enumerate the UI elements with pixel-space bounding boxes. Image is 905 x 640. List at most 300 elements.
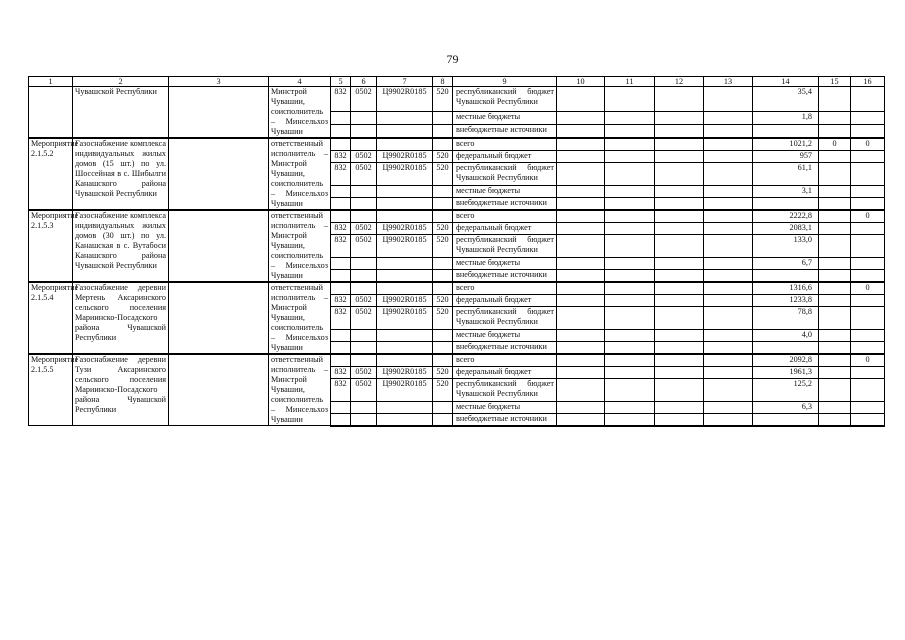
amount-col14	[753, 413, 819, 425]
year-cell	[655, 185, 704, 197]
expense-type-code	[433, 210, 453, 223]
amount-col15	[819, 366, 851, 378]
amount-col16	[851, 269, 885, 282]
target-article-code: Ц9902R0185	[377, 235, 433, 258]
year-cell	[655, 197, 704, 210]
grbs-code: 832	[331, 235, 351, 258]
year-cell	[605, 366, 655, 378]
section-code	[351, 257, 377, 269]
amount-col14: 957	[753, 151, 819, 163]
section-code	[351, 197, 377, 210]
section-code	[351, 282, 377, 295]
expense-type-code	[433, 401, 453, 413]
funding-source: федеральный бюджет	[453, 366, 557, 378]
column-header-14: 14	[753, 77, 819, 87]
amount-col16: 0	[851, 282, 885, 295]
year-cell	[605, 307, 655, 330]
amount-col16: 0	[851, 138, 885, 151]
target-article-code: Ц9902R0185	[377, 378, 433, 401]
year-cell	[605, 124, 655, 138]
executor: Минстрой Чувашии, соисполнитель – Минсельхоз Чувашии	[269, 87, 331, 139]
section-code	[351, 329, 377, 341]
column-header-5: 5	[331, 77, 351, 87]
expense-type-code: 520	[433, 163, 453, 186]
amount-col15	[819, 151, 851, 163]
expense-type-code	[433, 269, 453, 282]
year-cell	[655, 401, 704, 413]
table-row	[29, 87, 885, 112]
funding-source: местные бюджеты	[453, 401, 557, 413]
amount-col16	[851, 413, 885, 425]
target-article-code: Ц9902R0185	[377, 295, 433, 307]
amount-col15	[819, 413, 851, 425]
amount-col15	[819, 87, 851, 112]
activity-status: Мероприятие 2.1.5.4	[29, 282, 73, 354]
target-article-code: Ц9902R0185	[377, 163, 433, 186]
year-cell	[655, 151, 704, 163]
activity-name: Газоснабжение комплекса индивидуальных жилых домов (30 шт.) по ул. Канашская в с. Вутабоси Канашского района Чувашской Республики	[73, 210, 169, 282]
section-code	[351, 354, 377, 366]
target-indicator	[169, 354, 269, 426]
year-cell	[704, 329, 753, 341]
target-article-code	[377, 354, 433, 366]
grbs-code	[331, 269, 351, 282]
amount-col16	[851, 197, 885, 210]
amount-col15	[819, 269, 851, 282]
year-cell	[557, 269, 605, 282]
amount-col16	[851, 124, 885, 138]
year-cell	[557, 223, 605, 235]
target-indicator	[169, 138, 269, 210]
amount-col14	[753, 124, 819, 138]
year-cell	[704, 223, 753, 235]
amount-col14: 3,1	[753, 185, 819, 197]
grbs-code	[331, 354, 351, 366]
amount-col14: 1233,8	[753, 295, 819, 307]
amount-col14	[753, 197, 819, 210]
column-header-9: 9	[453, 77, 557, 87]
section-code	[351, 341, 377, 354]
section-code: 0502	[351, 163, 377, 186]
column-header-7: 7	[377, 77, 433, 87]
amount-col14: 1021,2	[753, 138, 819, 151]
amount-col16	[851, 87, 885, 112]
funding-source: федеральный бюджет	[453, 295, 557, 307]
expense-type-code: 520	[433, 87, 453, 112]
year-cell	[605, 295, 655, 307]
year-cell	[605, 111, 655, 124]
executor: ответственный исполнитель – Минстрой Чувашии, соисполнитель – Минсельхоз Чувашии	[269, 138, 331, 210]
target-article-code	[377, 197, 433, 210]
year-cell	[655, 341, 704, 354]
year-cell	[704, 235, 753, 258]
grbs-code	[331, 185, 351, 197]
year-cell	[655, 210, 704, 223]
expense-type-code	[433, 282, 453, 295]
table-row	[29, 138, 885, 151]
amount-col16	[851, 185, 885, 197]
target-article-code	[377, 329, 433, 341]
year-cell	[655, 354, 704, 366]
grbs-code	[331, 341, 351, 354]
grbs-code: 832	[331, 295, 351, 307]
activity-status: Мероприятие 2.1.5.3	[29, 210, 73, 282]
year-cell	[557, 235, 605, 258]
year-cell	[655, 163, 704, 186]
target-article-code	[377, 185, 433, 197]
year-cell	[704, 269, 753, 282]
section-code	[351, 413, 377, 425]
year-cell	[655, 366, 704, 378]
funding-source: внебюджетные источники	[453, 413, 557, 425]
amount-col15	[819, 257, 851, 269]
amount-col14: 35,4	[753, 87, 819, 112]
grbs-code	[331, 401, 351, 413]
year-cell	[704, 257, 753, 269]
section-code: 0502	[351, 366, 377, 378]
expense-type-code	[433, 197, 453, 210]
year-cell	[704, 354, 753, 366]
target-indicator	[169, 210, 269, 282]
amount-col15	[819, 378, 851, 401]
funding-source: всего	[453, 354, 557, 366]
amount-col16	[851, 223, 885, 235]
section-code	[351, 210, 377, 223]
column-header-8: 8	[433, 77, 453, 87]
year-cell	[704, 282, 753, 295]
year-cell	[704, 185, 753, 197]
expense-type-code: 520	[433, 295, 453, 307]
funding-source: республиканский бюджет Чувашской Республики	[453, 307, 557, 330]
amount-col16	[851, 378, 885, 401]
target-article-code	[377, 210, 433, 223]
target-article-code: Ц9902R0185	[377, 366, 433, 378]
grbs-code	[331, 282, 351, 295]
year-cell	[557, 138, 605, 151]
year-cell	[605, 282, 655, 295]
amount-col14: 1961,3	[753, 366, 819, 378]
year-cell	[655, 282, 704, 295]
grbs-code	[331, 138, 351, 151]
grbs-code: 832	[331, 378, 351, 401]
year-cell	[605, 185, 655, 197]
section-code	[351, 124, 377, 138]
funding-source: всего	[453, 210, 557, 223]
funding-source: местные бюджеты	[453, 185, 557, 197]
year-cell	[655, 329, 704, 341]
year-cell	[605, 354, 655, 366]
year-cell	[557, 329, 605, 341]
year-cell	[655, 378, 704, 401]
amount-col14	[753, 341, 819, 354]
grbs-code: 832	[331, 366, 351, 378]
funding-source: внебюджетные источники	[453, 197, 557, 210]
year-cell	[704, 378, 753, 401]
target-indicator	[169, 282, 269, 354]
section-code: 0502	[351, 235, 377, 258]
executor: ответственный исполнитель – Минстрой Чувашии, соисполнитель – Минсельхоз Чувашии	[269, 354, 331, 426]
year-cell	[557, 87, 605, 112]
activity-status: Мероприятие 2.1.5.5	[29, 354, 73, 426]
amount-col14: 6,7	[753, 257, 819, 269]
year-cell	[655, 307, 704, 330]
amount-col16	[851, 295, 885, 307]
expense-type-code	[433, 138, 453, 151]
grbs-code	[331, 413, 351, 425]
year-cell	[704, 307, 753, 330]
target-article-code: Ц9902R0185	[377, 307, 433, 330]
amount-col14: 2083,1	[753, 223, 819, 235]
funding-source: республиканский бюджет Чувашской Республики	[453, 163, 557, 186]
year-cell	[605, 341, 655, 354]
section-code: 0502	[351, 151, 377, 163]
column-header-4: 4	[269, 77, 331, 87]
year-cell	[704, 124, 753, 138]
amount-col16	[851, 151, 885, 163]
year-cell	[605, 329, 655, 341]
year-cell	[704, 111, 753, 124]
amount-col15: 0	[819, 138, 851, 151]
section-code: 0502	[351, 295, 377, 307]
grbs-code: 832	[331, 307, 351, 330]
activity-name: Газоснабжение комплекса индивидуальных жилых домов (15 шт.) по ул. Шоссейная в с. Шибылги Канашского района Чувашской Республики	[73, 138, 169, 210]
section-code	[351, 138, 377, 151]
amount-col15	[819, 354, 851, 366]
year-cell	[605, 151, 655, 163]
section-code	[351, 185, 377, 197]
target-article-code	[377, 269, 433, 282]
amount-col14: 2222,8	[753, 210, 819, 223]
year-cell	[605, 235, 655, 258]
target-article-code	[377, 257, 433, 269]
year-cell	[704, 341, 753, 354]
year-cell	[655, 111, 704, 124]
year-cell	[605, 210, 655, 223]
year-cell	[605, 223, 655, 235]
executor: ответственный исполнитель – Минстрой Чувашии, соисполнитель – Минсельхоз Чувашии	[269, 282, 331, 354]
year-cell	[704, 151, 753, 163]
amount-col14: 61,1	[753, 163, 819, 186]
amount-col16	[851, 257, 885, 269]
activity-name: Газоснабжение деревни Тузи Аксаринского сельского поселения Мариинско-Посадского района Чувашской Республики	[73, 354, 169, 426]
amount-col14: 2092,8	[753, 354, 819, 366]
target-article-code	[377, 341, 433, 354]
page-number: 79	[446, 52, 459, 66]
expense-type-code: 520	[433, 366, 453, 378]
column-header-15: 15	[819, 77, 851, 87]
year-cell	[605, 257, 655, 269]
year-cell	[704, 163, 753, 186]
year-cell	[557, 111, 605, 124]
year-cell	[557, 163, 605, 186]
amount-col16	[851, 163, 885, 186]
amount-col15	[819, 185, 851, 197]
amount-col14: 6,3	[753, 401, 819, 413]
target-article-code: Ц9902R0185	[377, 223, 433, 235]
amount-col16	[851, 307, 885, 330]
amount-col14: 78,8	[753, 307, 819, 330]
year-cell	[557, 401, 605, 413]
year-cell	[655, 295, 704, 307]
grbs-code: 832	[331, 87, 351, 112]
table-header	[29, 77, 885, 87]
expense-type-code: 520	[433, 235, 453, 258]
amount-col14: 1316,6	[753, 282, 819, 295]
year-cell	[605, 87, 655, 112]
target-article-code	[377, 282, 433, 295]
column-header-11: 11	[605, 77, 655, 87]
grbs-code	[331, 329, 351, 341]
year-cell	[655, 235, 704, 258]
grbs-code: 832	[331, 223, 351, 235]
year-cell	[605, 413, 655, 425]
column-header-3: 3	[169, 77, 269, 87]
year-cell	[655, 87, 704, 112]
year-cell	[557, 341, 605, 354]
year-cell	[655, 413, 704, 425]
year-cell	[655, 138, 704, 151]
grbs-code	[331, 197, 351, 210]
expense-type-code: 520	[433, 223, 453, 235]
amount-col16	[851, 366, 885, 378]
year-cell	[557, 197, 605, 210]
section-code	[351, 269, 377, 282]
expense-type-code	[433, 354, 453, 366]
expense-type-code	[433, 341, 453, 354]
year-cell	[605, 378, 655, 401]
column-header-10: 10	[557, 77, 605, 87]
amount-col15	[819, 124, 851, 138]
expense-type-code	[433, 185, 453, 197]
target-article-code: Ц9902R0185	[377, 151, 433, 163]
year-cell	[605, 269, 655, 282]
year-cell	[557, 124, 605, 138]
amount-col15	[819, 223, 851, 235]
funding-source: внебюджетные источники	[453, 341, 557, 354]
year-cell	[704, 210, 753, 223]
funding-source: всего	[453, 138, 557, 151]
grbs-code	[331, 210, 351, 223]
year-cell	[557, 378, 605, 401]
table-row	[29, 282, 885, 295]
amount-col15	[819, 111, 851, 124]
year-cell	[704, 366, 753, 378]
funding-source: всего	[453, 282, 557, 295]
section-code: 0502	[351, 307, 377, 330]
amount-col16: 0	[851, 210, 885, 223]
amount-col16	[851, 111, 885, 124]
year-cell	[655, 223, 704, 235]
year-cell	[704, 197, 753, 210]
year-cell	[605, 163, 655, 186]
amount-col16: 0	[851, 354, 885, 366]
amount-col15	[819, 210, 851, 223]
table-row	[29, 354, 885, 366]
amount-col15	[819, 401, 851, 413]
column-header-1: 1	[29, 77, 73, 87]
grbs-code	[331, 257, 351, 269]
year-cell	[655, 269, 704, 282]
year-cell	[557, 354, 605, 366]
funding-source: внебюджетные источники	[453, 124, 557, 138]
funding-source: республиканский бюджет Чувашской Республики	[453, 235, 557, 258]
funding-source: местные бюджеты	[453, 111, 557, 124]
amount-col16	[851, 329, 885, 341]
target-article-code	[377, 401, 433, 413]
column-header-12: 12	[655, 77, 704, 87]
funding-source: республиканский бюджет Чувашской Республики	[453, 378, 557, 401]
funding-source: республиканский бюджет Чувашской Республики	[453, 87, 557, 112]
expense-type-code	[433, 413, 453, 425]
amount-col14	[753, 269, 819, 282]
expense-type-code	[433, 257, 453, 269]
year-cell	[655, 124, 704, 138]
amount-col14: 133,0	[753, 235, 819, 258]
amount-col14: 4,0	[753, 329, 819, 341]
funding-source: местные бюджеты	[453, 257, 557, 269]
expense-type-code	[433, 124, 453, 138]
grbs-code	[331, 124, 351, 138]
year-cell	[557, 210, 605, 223]
amount-col14: 125,2	[753, 378, 819, 401]
amount-col15	[819, 197, 851, 210]
year-cell	[655, 257, 704, 269]
target-article-code	[377, 138, 433, 151]
expense-type-code: 520	[433, 307, 453, 330]
year-cell	[557, 257, 605, 269]
amount-col15	[819, 341, 851, 354]
year-cell	[704, 413, 753, 425]
section-code: 0502	[351, 378, 377, 401]
column-header-16: 16	[851, 77, 885, 87]
section-code	[351, 111, 377, 124]
year-cell	[557, 282, 605, 295]
expense-type-code: 520	[433, 151, 453, 163]
target-article-code	[377, 413, 433, 425]
executor: ответственный исполнитель – Минстрой Чувашии, соисполнитель – Минсельхоз Чувашии	[269, 210, 331, 282]
column-header-13: 13	[704, 77, 753, 87]
year-cell	[704, 87, 753, 112]
funding-source: внебюджетные источники	[453, 269, 557, 282]
year-cell	[704, 295, 753, 307]
activity-status: Мероприятие 2.1.5.2	[29, 138, 73, 210]
target-article-code: Ц9902R0185	[377, 87, 433, 112]
amount-col16	[851, 235, 885, 258]
year-cell	[557, 366, 605, 378]
grbs-code: 832	[331, 163, 351, 186]
column-header-6: 6	[351, 77, 377, 87]
column-header-2: 2	[73, 77, 169, 87]
amount-col15	[819, 282, 851, 295]
section-code	[351, 401, 377, 413]
amount-col16	[851, 341, 885, 354]
target-article-code	[377, 111, 433, 124]
budget-table	[28, 76, 885, 427]
amount-col15	[819, 235, 851, 258]
funding-source: местные бюджеты	[453, 329, 557, 341]
amount-col14: 1,8	[753, 111, 819, 124]
amount-col16	[851, 401, 885, 413]
expense-type-code: 520	[433, 378, 453, 401]
grbs-code: 832	[331, 151, 351, 163]
table-row	[29, 210, 885, 223]
amount-col15	[819, 163, 851, 186]
year-cell	[557, 185, 605, 197]
year-cell	[605, 197, 655, 210]
year-cell	[605, 401, 655, 413]
funding-source: федеральный бюджет	[453, 151, 557, 163]
funding-source: федеральный бюджет	[453, 223, 557, 235]
